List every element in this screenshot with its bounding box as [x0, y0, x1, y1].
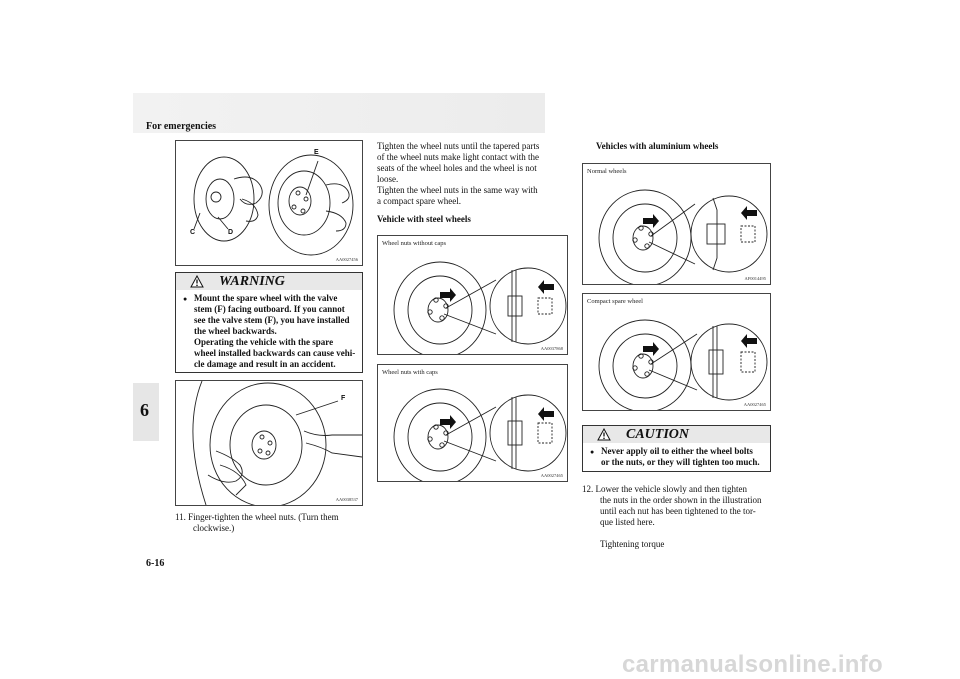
figure-code: AA0027465: [540, 473, 563, 478]
figure-label: Normal wheels: [587, 168, 627, 175]
bullet-icon: ●: [183, 295, 188, 303]
nuts-without-caps-illustration: [378, 236, 567, 354]
caution-text: Never apply oil to either the wheel bolts or the nuts, or they will tighten too much.: [601, 446, 760, 467]
figure-normal-wheels: [582, 163, 771, 285]
figure-code: AA0038537: [335, 497, 358, 502]
figure-label: Compact spare wheel: [587, 298, 643, 305]
compact-spare-illustration: [583, 294, 770, 410]
nuts-with-caps-illustration: [378, 365, 567, 481]
bullet-icon: ●: [590, 448, 595, 456]
tighten-paragraph: Tighten the wheel nuts until the tapered parts of the wheel nuts make light contact with the seats of the wheel holes and the wheel is not loose. Tighten the wheel nuts in the same way with a compact spare wheel.: [377, 141, 540, 206]
figure-label: Wheel nuts with caps: [382, 369, 438, 376]
figure-code: AA0027456: [335, 257, 358, 262]
callout-c: C: [190, 229, 196, 236]
callout-e: E: [314, 149, 319, 156]
warning-title: WARNING: [219, 274, 285, 289]
warning-triangle-icon: [190, 275, 204, 288]
callout-d: D: [228, 229, 234, 236]
figure-compact-spare: [582, 293, 771, 411]
page-number: 6-16: [146, 558, 165, 569]
steel-wheels-heading: Vehicle with steel wheels: [377, 214, 471, 224]
chapter-number: 6: [140, 400, 149, 420]
warning-text: Mount the spare wheel with the valve stem (F) facing outboard. If you cannot see the valve stem (F), you have installed the wheel backwards. Operating the vehicle with the spare wheel installed backwards can cause vehi- cle damage and result in an accident.: [194, 293, 356, 369]
normal-wheels-illustration: [583, 164, 770, 284]
wheel-removal-illustration: [176, 141, 362, 265]
figure-nuts-with-caps: [377, 364, 568, 482]
figure-label: Wheel nuts without caps: [382, 240, 447, 247]
caution-box: [582, 425, 771, 472]
step-12: 12. Lower the vehicle slowly and then tighten the nuts in the order shown in the illustration until each nut has been tightened to the tor- que listed here. Tightening torque: [582, 484, 762, 549]
figure-code: AA0027465: [743, 402, 766, 407]
warning-box: [175, 272, 363, 373]
figure-mount-spare: [175, 380, 363, 506]
watermark: carmanualsonline.info: [622, 651, 884, 678]
figure-wheel-removal: [175, 140, 363, 266]
figure-code: AF0014495: [744, 276, 766, 281]
aluminium-wheels-heading: Vehicles with aluminium wheels: [596, 141, 719, 151]
step-11: 11. Finger-tighten the wheel nuts. (Turn them clockwise.): [175, 512, 339, 533]
mount-spare-illustration: [176, 381, 362, 505]
caution-triangle-icon: [597, 428, 611, 441]
caution-title: CAUTION: [626, 427, 690, 442]
figure-nuts-without-caps: [377, 235, 568, 355]
callout-f: F: [341, 395, 346, 402]
figure-code: AA0037868: [540, 346, 563, 351]
section-title: For emergencies: [146, 121, 217, 132]
